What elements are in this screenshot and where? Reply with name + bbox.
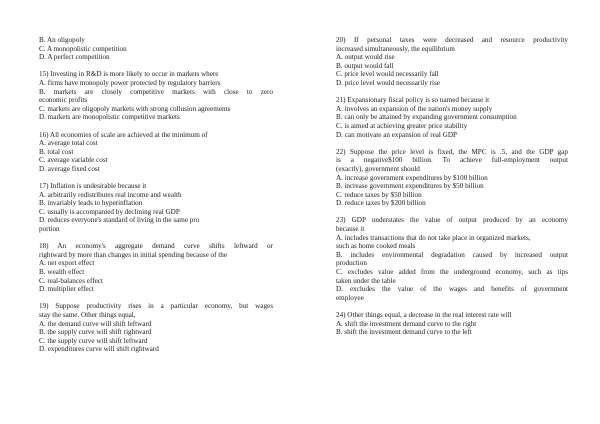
text-line: C. usually is accompanied by declining real GDP [39,207,180,216]
paragraph-gap [336,88,568,97]
text-line: B. shift the investment demand curve to the left [336,328,472,337]
text-line: stay the same. Other things equal, [39,311,136,319]
text-line: 21) Expansionary fiscal policy is so named because it [336,96,490,105]
text-line: D. expenditures curve will shift rightward [39,345,159,354]
text-line: D. can motivate an expansion of real GDP [336,130,457,139]
text-line: increased simultaneously, the equilibrium [336,44,455,53]
text-line: 19) Suppose productivity rises in a particular economy, but wages [39,302,273,311]
text-line: such as home cooked meals [336,242,416,251]
text-line: 20) If personal taxes were decreased and resource productivity [336,36,568,44]
text-line: D. average fixed cost [39,164,100,173]
text-line: 15) Investing in R&D is more likely to occur in markets where [39,70,219,79]
text-line: 18) An economy's aggregate demand curve shifts leftward or [39,242,273,251]
text-line: B. total cost [39,147,74,156]
text-line: D. reduce taxes by $200 billion [336,199,426,208]
text-line: B. invariably leads to hyperinflation [39,199,143,208]
paragraph-gap [39,174,273,183]
text-line: A. output would rise [336,53,395,62]
text-line: employee [336,293,364,302]
text-line: C. price level would necessarily fall [336,70,439,79]
paragraph-gap [336,139,568,148]
text-line: 17) Inflation is undesirable because it [39,182,147,191]
text-line: (exactly), government should [336,164,420,173]
text-line: A. the demand curve will shift leftward [39,319,152,328]
paragraph-gap [39,122,273,131]
text-line: B. the supply curve will shift rightward [39,328,152,337]
paragraph-gap [39,234,273,243]
text-line: B. output would fall [336,61,394,70]
text-line: D. multiplier effect [39,285,94,294]
text-line: D. A perfect competition [39,53,110,62]
paragraph-gap [39,294,273,303]
right-column [336,36,568,337]
text-line: D. reduces everyone's standard of living in the same pro [39,216,200,225]
text-line: D. markets are monopolistic competitive markets [39,113,180,122]
text-line: C. reduce taxes by $50 billion [336,190,422,199]
paragraph-gap [39,62,273,71]
text-line: economic profits [39,96,88,105]
text-line: D. price level would necessarily rise [336,78,440,87]
text-line: 22) Suppose the price level is fixed, the MPC is .5, and the GDP gap [336,147,568,156]
text-line: B. markets are closely competitive markets with close to zero [39,87,273,96]
text-line: is a negative$100 billion. To achieve full-employment output [336,156,568,165]
text-line: A. net export effect [39,259,95,268]
text-line: 23) GDP understates the value of output produced by an economy [336,216,568,225]
text-line: A. average total cost [39,139,98,148]
text-line: A. involves an expansion of the nation's money supply [336,104,493,113]
text-line: production [336,259,367,268]
text-line: A. arbitrarily redistributes real income and wealth [39,190,182,199]
text-line: C. real-balances effect [39,276,103,285]
text-line: C. markets are oligopoly markets with strong collusion agreements [39,104,231,113]
text-line: 24) Other things equal, a decrease in the real interest rate will [336,311,512,319]
text-line: B. can only be attained by expanding government consumption [336,113,517,122]
text-line: because it [336,225,365,234]
text-line: C. is aimed at achieving greater price stability [336,121,468,130]
text-line: A. shift the investment demand curve to the right [336,319,477,328]
text-line: D. excludes the value of the wages and benefits of government [336,285,568,294]
text-line: 16) All economies of scale are achieved at the minimum of [39,130,208,139]
text-line: C. A monopolistic competition [39,44,127,53]
text-line: B. increase government expenditures by $50 billion [336,182,484,191]
text-line: C. excludes value added from the underground economy, such as tips [336,268,568,277]
paragraph-gap [336,208,568,217]
text-line: portion [39,225,60,234]
text-line: A. increase government expenditures by $100 billion [336,173,488,182]
text-line: A. firms have monopoly power protected by regulatory barriers [39,78,221,87]
text-line: C. average variable cost [39,156,108,165]
text-line: B. An oligopoly [39,36,85,44]
paragraph-gap [336,302,568,311]
left-column [39,36,273,354]
text-line: taken under the table [336,276,396,285]
text-line: B. includes environmental degradation caused by increased output [336,250,568,259]
text-line: C. the supply curve will shift leftward [39,336,148,345]
text-line: B. wealth effect [39,268,85,277]
text-line: rightward by more than changes in initial spending because of the [39,250,227,259]
text-line: A. includes transactions that do not take place in organized markets, [336,233,531,242]
